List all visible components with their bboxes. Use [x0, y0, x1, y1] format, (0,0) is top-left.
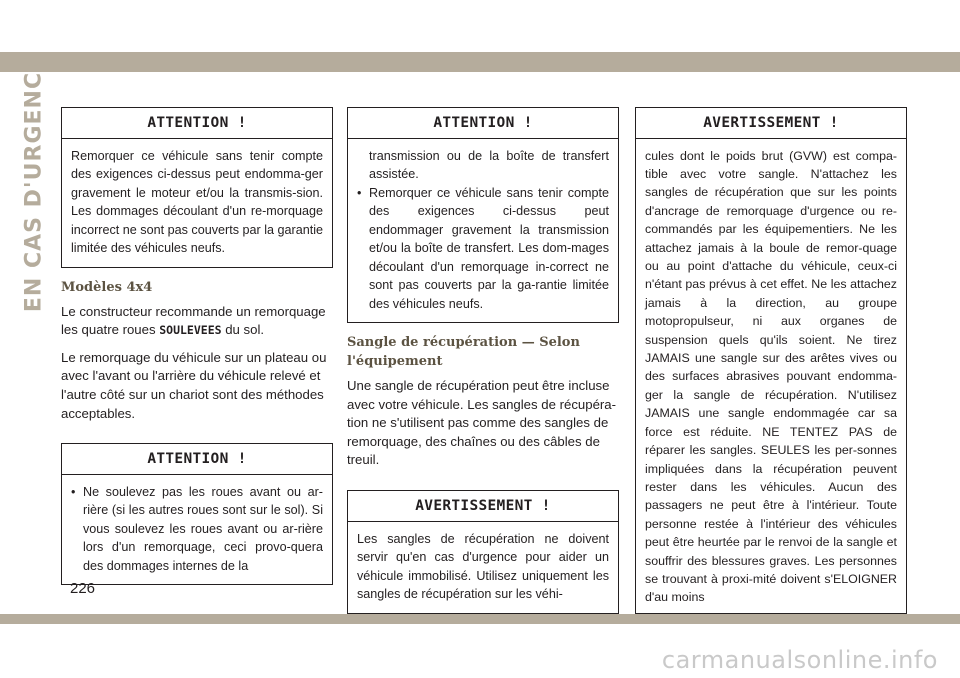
section-tab	[20, 55, 48, 313]
column-3	[635, 107, 907, 624]
caution-box	[61, 443, 333, 585]
caution-text	[348, 139, 618, 323]
paragraph: Une sangle de récupération peut être incluse avec votre véhicule. Les sangles de récupéra-tion ne s'utilisent pas comme des sangles de remorquage, des chaînes ou des câbles de treuil.	[347, 378, 617, 468]
caution-title: ATTENTION !	[62, 444, 332, 475]
bullet-item	[71, 483, 323, 576]
header-band	[0, 0, 960, 52]
paragraph-text: Le constructeur recommande un remorquage les quatre roues	[61, 303, 326, 338]
column-2	[347, 107, 619, 624]
header-stripe	[0, 52, 960, 72]
watermark: carmanualsonline.info	[661, 646, 938, 674]
section-tab-label: EN CAS D'URGENCE	[21, 55, 47, 313]
paragraph: Le remorquage du véhicule sur un plateau ou avec l'avant ou l'arrière du véhicule relevé et l'autre côté sur un chariot sont des méthodes acceptables.	[61, 349, 327, 421]
caution-title: ATTENTION !	[348, 108, 618, 139]
continued-text: transmission ou de la boîte de transfert assistée.	[369, 148, 609, 182]
footer-band	[0, 614, 960, 624]
caution-text: Remorquer ce véhicule sans tenir compte des exigences ci-dessus peut endomma-ger gravement le moteur et/ou la transmis-sion. Les dommages découlant d'un re-morquage incorrect ne sont pas couverts par la garantie limitée des véhicules neufs.	[71, 148, 324, 256]
warning-box	[347, 490, 619, 614]
paragraph	[61, 303, 333, 340]
section-heading: Sangle de récupération — Selon l'équipement	[347, 335, 580, 370]
bullet-text: Ne soulevez pas les roues avant ou ar-rière (si les autres roues sont sur le sol). Si vous soulevez les roues avant ou ar-rière lors d'un remorquage, ceci provo-quera des dommages internes de la	[83, 484, 323, 573]
bullet-icon: •	[71, 484, 76, 499]
caution-box	[347, 107, 619, 323]
caution-title: ATTENTION !	[62, 108, 332, 139]
warning-title: AVERTISSEMENT !	[348, 491, 618, 522]
bullet-icon: •	[357, 185, 362, 200]
page-number: 226	[70, 580, 96, 597]
warning-title: AVERTISSEMENT !	[636, 108, 906, 139]
warning-text: cules dont le poids brut (GVW) est compa-tible avec votre sangle. N'attachez les sangles de récupération que sur les points d'ancrage de remorquage d'urgence ou re-commandés par les équipementiers. Ne les attachez jamais à la boule de remor-quage ou au point d'attache du véhicule, ceux-ci n'étant pas prévus à cet effet. Ne les attachez jamais à la direction, au groupe motopropulseur, ni aux organes de suspension quels qu'ils soient. Ne tirez JAMAIS une sangle sur des arêtes vives ou des surfaces abrasives pouvant endomma-ger la sangle de récupération. N'utilisez JAMAIS une sangle endommagée car sa force est réduite. NE TENTEZ PAS de réparer les sangles. SEULES les per-sonnes impliquées dans la récupération peuvent rester dans les véhicules. Aucun des passagers ne peut être à l'intérieur. Toute personne restée à l'intérieur des véhicules peut être heurtée par le renvoi de la sangle et souffrir des blessures graves. Les personnes se trouvant à proxi-mité doivent s'ELOIGNER d'au moins	[645, 148, 897, 605]
warning-box	[635, 107, 907, 614]
bullet-item	[357, 184, 609, 314]
section-heading: Modèles 4x4	[61, 279, 153, 295]
bullet-text: Remorquer ce véhicule sans tenir compte des exigences ci-dessus peut endommager gravement la transmission et/ou la boîte de transfert. Les dom-mages découlant d'un remorquage in-correct ne sont pas couverts par la ga-rantie limitée des véhicules neufs.	[369, 185, 609, 311]
caution-box	[61, 107, 333, 268]
warning-text: Les sangles de récupération ne doivent servir qu'en cas d'urgence pour aider un véhicule immobilisé. Utilisez uniquement les sangles de récupération sur les véhi-	[357, 531, 609, 602]
paragraph-emphasis: SOULEVEES	[159, 323, 222, 338]
paragraph-text: du sol.	[221, 322, 265, 338]
caution-text	[62, 475, 332, 585]
column-1	[61, 107, 333, 595]
